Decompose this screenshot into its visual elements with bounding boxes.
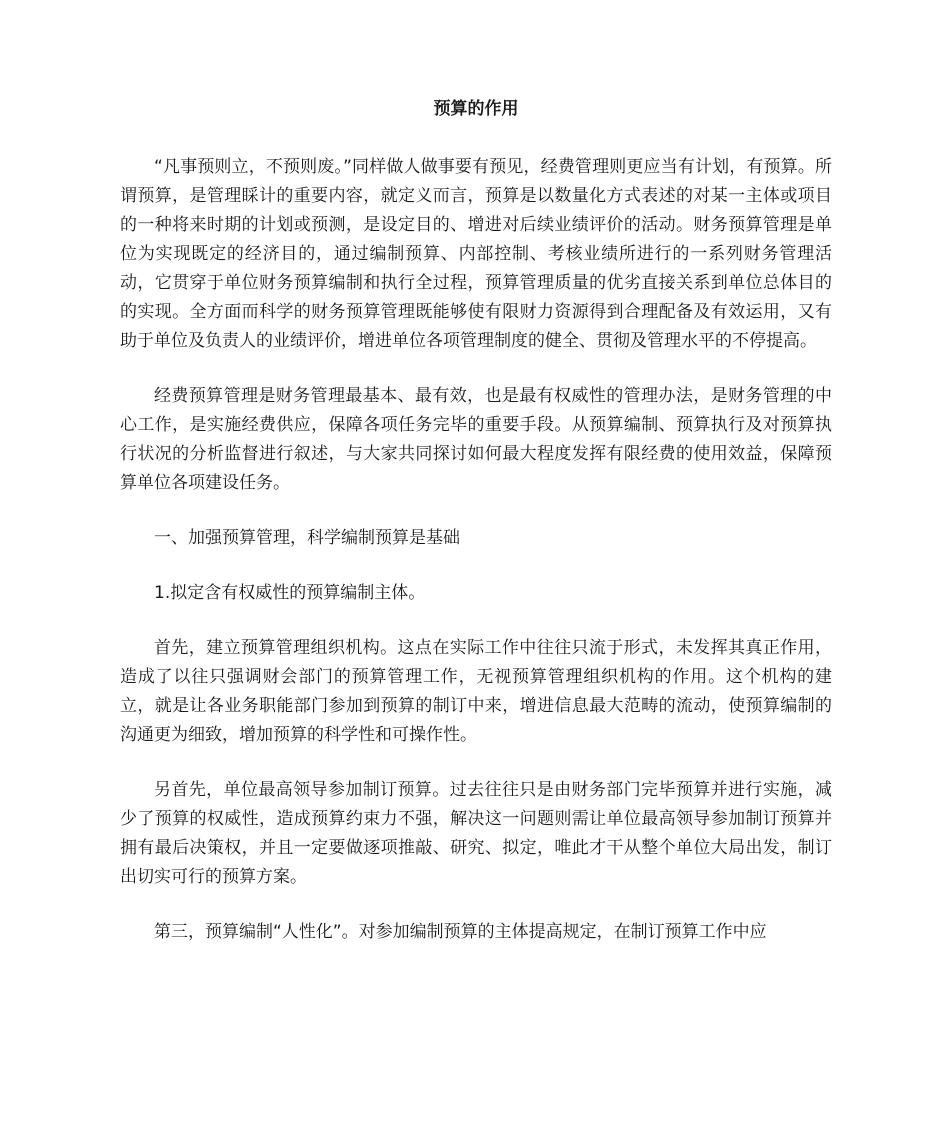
paragraph-intro: “凡事预则立，不预则废。”同样做人做事要有预见，经费管理则更应当有计划，有预算。所谓预算，是管理睬计的重要内容，就定义而言，预算是以数量化方式表述的对某一主体或项目的一种将来时期的计划或预测，是设定目的、增进对后续业绩评价的活动。财务预算管理是单位为实现既定的经济目的，通过编制预算、内部控制、考核业绩所进行的一系列财务管理活动，它贯穿于单位财务预算编制和执行全过程，预算管理质量的优劣直接关系到单位总体目的的实现。全方面而科学的财务预算管理既能够使有限财力资源得到合理配备及有效运用，又有助于单位及负责人的业绩评价，增进单位各项管理制度的健全、贯彻及管理水平的不停提高。 [120,157,832,351]
document-title: 预算的作用 [433,99,519,119]
document-page [120,95,832,947]
paragraph-second-point: 另首先，单位最高领导参加制订预算。过去往往只是由财务部门完毕预算并进行实施，减少了预算的权威性，造成预算约束力不强，解决这一问题则需让单位最高领导参加制订预算并拥有最后决策权，并且一定要做逐项推敲、研究、拟定，唯此才干从整个单位大局出发，制订出切实可行的预算方案。 [120,780,832,887]
paragraph-third-point: 第三，预算编制“人性化”。对参加编制预算的主体提高规定，在制订预算工作中应 [154,922,767,942]
section-heading-1: 一、加强预算管理，科学编制预算是基础 [154,528,460,548]
paragraph-budget-management: 经费预算管理是财务管理最基本、最有效，也是最有权威性的管理办法，是财务管理的中心工作，是实施经费供应，保障各项任务完毕的重要手段。从预算编制、预算执行及对预算执行状况的分析监督进行叙述，与大家共同探讨如何最大程度发挥有限经费的使用效益，保障预算单位各项建设任务。 [120,386,832,493]
paragraph-first-point: 首先，建立预算管理组织机构。这点在实际工作中往往只流于形式，未发挥其真正作用，造成了以往只强调财会部门的预算管理工作，无视预算管理组织机构的作用。这个机构的建立，就是让各业务职能部门参加到预算的制订中来，增进信息最大范畴的流动，使预算编制的沟通更为细致，增加预算的科学性和可操作性。 [120,638,832,745]
subsection-heading-1-1: 1.拟定含有权威性的预算编制主体。 [154,583,426,603]
